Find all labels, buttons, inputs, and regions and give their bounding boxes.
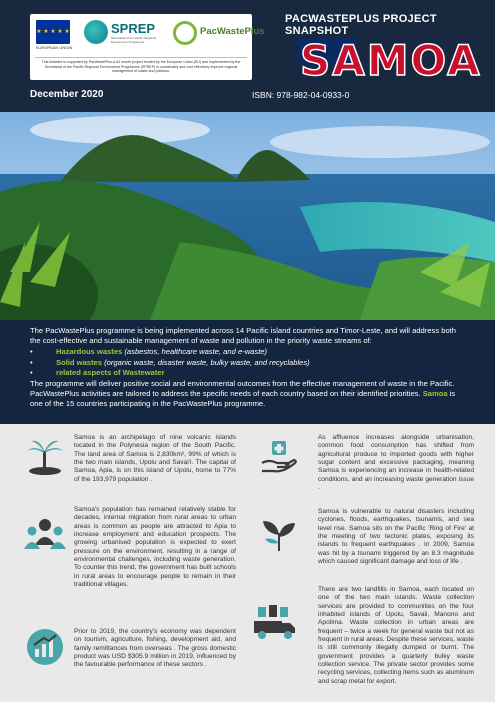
- stream-detail: (organic waste, disaster waste, bulky waste, and recyclables): [104, 357, 310, 367]
- stream-label: related aspects of Wastewater: [56, 367, 165, 377]
- eu-caption: EUROPEAN UNION: [35, 45, 73, 50]
- economy-paragraph: Prior to 2019, the country's economy was dependent on tourism, agriculture, fishing, development aid, and family remittances from overseas . The gross domestic product was USD $305.9 million in 2019, influenced by the favourable performance of these sectors .: [74, 628, 236, 669]
- list-item: [30, 368, 465, 378]
- population-paragraph: Samoa's population has remained relatively stable for decades, internal migration from rural areas to urban areas is common as people are attracted to Apia to increase employment and education prospects. The growing urbanised population is expected to exert pressure on the environment, resulting in a range of environmental challenges, including waste generation. To counter this trend, the government has built schools in rural areas to encourage people to remain in their traditional villages.: [74, 506, 236, 589]
- sprep-logo-subtitle: Secretariat of the Pacific Regional Environment Programme: [111, 36, 157, 44]
- population-people-icon: [22, 512, 68, 558]
- country-highlight: Samoa: [422, 389, 448, 399]
- partner-logos: [30, 14, 265, 80]
- outcomes-paragraph: [30, 379, 465, 410]
- pacwasteplus-emblem-icon: [173, 21, 197, 45]
- coastline-photo-illustration: [0, 112, 495, 320]
- stream-label: Solid wastes: [56, 357, 103, 367]
- leaf-plant-icon: [256, 512, 302, 558]
- sprep-emblem-icon: [84, 20, 108, 44]
- funding-disclaimer: This initiative is supported by PacWastePlus-a 64 month project funded by the European Union (EU) and implemented by the Secretariat of the Pacific Regional Environment Programme (SPREP) to sustainably and cost effectively improve regional management of waste and pollution.: [41, 60, 241, 74]
- economy-growth-icon: [22, 624, 68, 670]
- eu-stars-icon: ★ ★ ★ ★ ★: [36, 29, 70, 35]
- outcomes-text: The programme will deliver positive social and environmental outcomes from the effective management of waste in the Pacific. PacWastePlus activities are tailored to address the specific needs of each country based on their identified priorities.: [30, 379, 455, 399]
- sprep-logo-text: SPREP: [111, 21, 156, 36]
- waste-truck-icon: [252, 600, 298, 646]
- stream-detail: (asbestos, healthcare waste, and e-waste): [124, 347, 268, 357]
- pacwasteplus-logo-text: PacWastePlus: [200, 26, 265, 37]
- outcomes-text-end: is one of the 15 countries participating in the PacWastePlus programme.: [30, 389, 456, 409]
- health-hand-icon: [256, 434, 302, 480]
- country-facts-panel: [0, 424, 495, 702]
- country-title: SAMOA: [300, 36, 482, 85]
- waste-services-paragraph: There are two landfills in Samoa, each located on one of the two main islands. Waste collection services are provided to communities on the four inhabited islands of Upolu, Savaii, Manono and Apolima. Waste collection in urban areas are frequent – twice a week for general waste but not as frequent in rural areas. Despite these services, waste is still commonly illegally dumped or burnt. The government provides a quarterly bulky waste collection service. The private sector provides some recycling services, collecting items such as aluminum and scrap metal for export.: [318, 586, 474, 685]
- logo-divider: [35, 57, 247, 58]
- health-paragraph: As affluence increases alongside urbanisation, common food consumption has shifted from agricultural produce to imported goods with higher sugar content and excessive packaging, meaning Samoa is experiencing an increase in health-related conditions, and an increasing waste generation issue .: [318, 434, 474, 492]
- island-palm-icon: [22, 434, 68, 480]
- intro-paragraph: The PacWastePlus programme is being implemented across 14 Pacific island countries and Timor-Leste, and will address both the cost-effective and sustainable management of waste and pollution in the priority waste streams of:: [30, 326, 457, 346]
- header-banner: [0, 0, 495, 112]
- stream-label: Hazardous wastes: [56, 347, 123, 357]
- publication-date: December 2020: [30, 89, 104, 100]
- isbn-number: ISBN: 978-982-04-0933-0: [252, 90, 350, 100]
- list-item: [30, 347, 465, 357]
- project-title: PACWASTEPLUS PROJECT SNAPSHOT: [285, 13, 437, 37]
- priority-waste-streams: [30, 347, 465, 378]
- eu-flag-logo: [36, 20, 70, 44]
- programme-intro: [0, 320, 495, 424]
- coastline-photo: [0, 112, 495, 320]
- geography-paragraph: Samoa is an archipelago of nine volcanic islands located in the Polynesia region of the South Pacific. The land area of Samoa is 2,830km², 99% of which is the two main islands, Upolu and Savai'i. The capital of Samoa, Apia, is on this island of Upolu, home to 77% of the 193,979 population .: [74, 434, 236, 483]
- disasters-paragraph: Samoa is vulnerable to natural disasters including cyclones, floods, earthquakes, tsunamis, and sea level rise. Samoa sits on the Pacific 'Ring of Fire' at the meeting of two tectonic plates, exposing its islands to frequent earthquakes . In 2009, Samoa was hit by a tsunami triggered by an 8.3 magnitude which caused significant damage and loss of life .: [318, 508, 474, 566]
- list-item: [30, 358, 465, 368]
